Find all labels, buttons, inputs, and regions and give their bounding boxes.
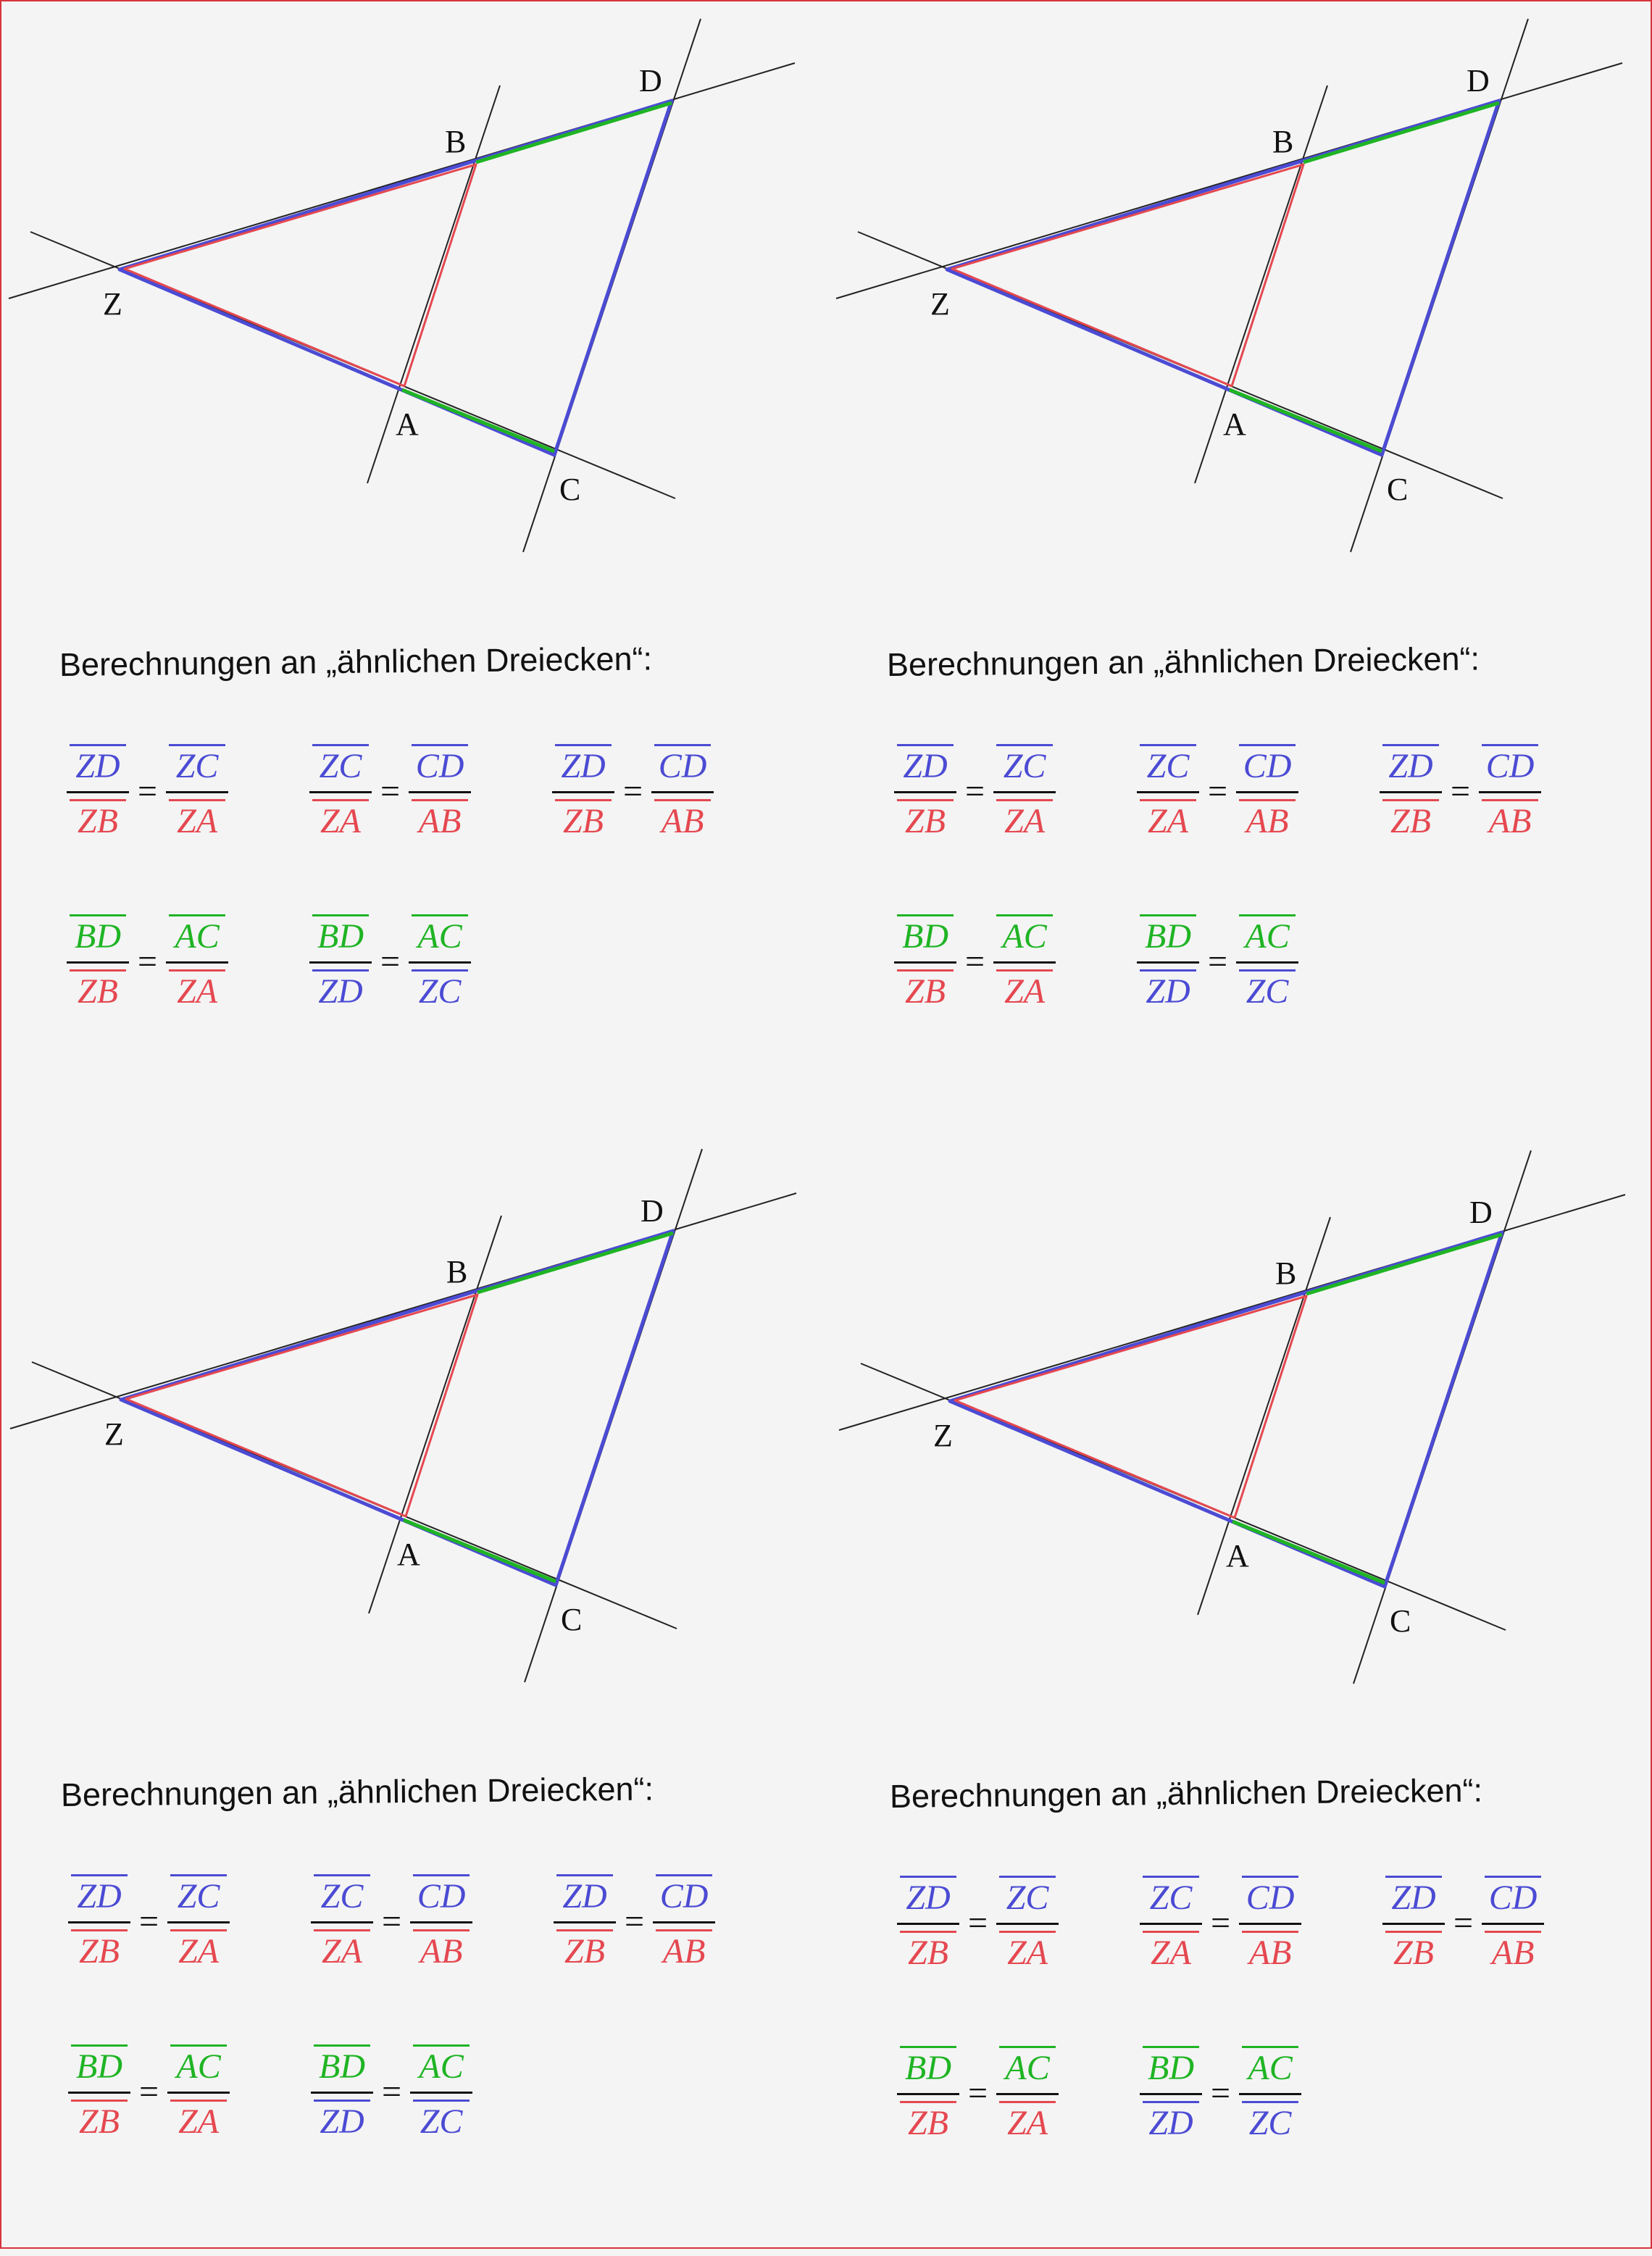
- left-fraction: [1382, 1876, 1445, 1971]
- numerator-segment: AC: [412, 914, 468, 954]
- numerator-segment: ZD: [900, 1876, 956, 1915]
- label-c: C: [1387, 472, 1409, 507]
- equals-sign: =: [380, 772, 401, 811]
- left-fraction: [67, 744, 129, 839]
- equals-sign: =: [139, 2072, 159, 2111]
- proportion-equation: [309, 914, 471, 1009]
- numerator-segment: ZC: [999, 1876, 1056, 1915]
- label-c: C: [559, 472, 581, 507]
- numerator-segment: AC: [413, 2044, 470, 2084]
- denominator-segment: ZB: [71, 2100, 128, 2139]
- fraction-bar: [894, 791, 956, 793]
- worksheet-panel-3: [3, 1132, 829, 2255]
- left-fraction: [311, 2044, 373, 2139]
- left-fraction: [309, 914, 372, 1009]
- denominator-segment: ZB: [897, 799, 954, 839]
- denominator-segment: ZB: [71, 1929, 128, 1969]
- label-c: C: [1390, 1603, 1411, 1639]
- numerator-segment: BD: [314, 2044, 370, 2084]
- fraction-bar: [167, 1921, 230, 1923]
- label-z: Z: [104, 1416, 124, 1452]
- proportion-formulas: [1, 1, 827, 1124]
- right-fraction: [1236, 914, 1298, 1009]
- numerator-segment: CD: [412, 744, 468, 784]
- fraction-bar: [309, 791, 372, 793]
- equals-sign: =: [1211, 2073, 1231, 2113]
- numerator-segment: AC: [1239, 914, 1296, 954]
- proportion-equation: [67, 914, 228, 1009]
- equals-sign: =: [138, 942, 158, 981]
- label-b: B: [445, 124, 467, 159]
- fraction-bar: [67, 791, 129, 793]
- denominator-segment: ZA: [169, 799, 225, 839]
- left-fraction: [894, 744, 956, 839]
- right-fraction: [996, 1876, 1059, 1971]
- fraction-bar: [410, 2092, 472, 2094]
- numerator-segment: ZD: [70, 744, 126, 784]
- denominator-segment: ZA: [170, 2100, 227, 2139]
- proportion-equation: [1137, 914, 1298, 1009]
- label-c: C: [561, 1602, 583, 1637]
- numerator-segment: CD: [1242, 1876, 1298, 1915]
- fraction-bar: [554, 1921, 616, 1923]
- numerator-segment: AC: [996, 914, 1053, 954]
- right-fraction: [166, 914, 228, 1009]
- denominator-segment: ZA: [996, 969, 1053, 1009]
- fraction-bar: [166, 961, 228, 964]
- numerator-segment: ZD: [555, 744, 612, 784]
- left-fraction: [311, 1874, 373, 1969]
- numerator-segment: BD: [900, 2046, 956, 2086]
- fraction-bar: [1239, 1923, 1301, 1925]
- denominator-segment: AB: [413, 1929, 470, 1969]
- fraction-bar: [68, 2092, 130, 2094]
- fraction-bar: [409, 791, 471, 793]
- numerator-segment: BD: [897, 914, 954, 954]
- right-fraction: [1482, 1876, 1544, 1971]
- fraction-bar: [894, 961, 956, 964]
- label-b: B: [1272, 124, 1294, 159]
- denominator-segment: ZC: [413, 2100, 470, 2139]
- section-heading: Berechnungen an „ähnlichen Dreiecken“:: [59, 640, 653, 683]
- fraction-bar: [67, 961, 129, 964]
- label-a: A: [1223, 406, 1246, 442]
- fraction-bar: [311, 1921, 373, 1923]
- denominator-segment: ZB: [555, 799, 612, 839]
- equals-sign: =: [382, 1902, 402, 1941]
- denominator-segment: ZA: [999, 1931, 1056, 1971]
- label-z: Z: [103, 286, 122, 322]
- proportion-equation: [897, 2046, 1059, 2141]
- left-fraction: [68, 2044, 130, 2139]
- denominator-segment: ZA: [314, 1929, 370, 1969]
- denominator-segment: ZA: [999, 2101, 1056, 2141]
- proportion-equation: [1382, 1876, 1544, 1971]
- numerator-segment: AC: [169, 914, 225, 954]
- right-fraction: [167, 1874, 230, 1969]
- equals-sign: =: [138, 772, 158, 811]
- equals-sign: =: [380, 942, 401, 981]
- denominator-segment: AB: [1239, 799, 1296, 839]
- left-fraction: [1137, 744, 1199, 839]
- equals-sign: =: [382, 2072, 402, 2111]
- equals-sign: =: [625, 1902, 645, 1941]
- fraction-bar: [1137, 791, 1199, 793]
- numerator-segment: ZD: [897, 744, 954, 784]
- numerator-segment: BD: [312, 914, 369, 954]
- numerator-segment: CD: [1485, 1876, 1541, 1915]
- denominator-segment: ZD: [312, 969, 369, 1009]
- left-fraction: [1380, 744, 1442, 839]
- fraction-bar: [1482, 1923, 1544, 1925]
- denominator-segment: ZB: [900, 1931, 956, 1971]
- right-fraction: [993, 914, 1056, 1009]
- right-fraction: [1236, 744, 1298, 839]
- numerator-segment: ZC: [314, 1874, 370, 1914]
- numerator-segment: BD: [71, 2044, 128, 2084]
- numerator-segment: ZD: [71, 1874, 128, 1914]
- numerator-segment: CD: [656, 1874, 712, 1914]
- left-fraction: [894, 914, 956, 1009]
- numerator-segment: ZC: [996, 744, 1053, 784]
- numerator-segment: ZC: [169, 744, 225, 784]
- denominator-segment: AB: [1485, 1931, 1541, 1971]
- fraction-bar: [167, 2092, 230, 2094]
- fraction-bar: [309, 961, 372, 964]
- numerator-segment: ZC: [1140, 744, 1196, 784]
- denominator-segment: ZB: [897, 969, 954, 1009]
- label-d: D: [641, 1193, 664, 1229]
- proportion-formulas: [3, 1132, 829, 2255]
- proportion-equation: [894, 744, 1056, 839]
- right-fraction: [409, 914, 471, 1009]
- equals-sign: =: [968, 1903, 988, 1942]
- section-heading: Berechnungen an „ähnlichen Dreiecken“:: [889, 1771, 1483, 1815]
- proportion-equation: [897, 1876, 1059, 1971]
- label-z: Z: [933, 1418, 953, 1453]
- worksheet-panel-1: [1, 1, 827, 1124]
- fraction-bar: [552, 791, 614, 793]
- equals-sign: =: [1208, 942, 1228, 981]
- left-fraction: [897, 2046, 959, 2141]
- equals-sign: =: [1211, 1903, 1231, 1942]
- fraction-bar: [68, 1921, 130, 1923]
- denominator-segment: ZD: [1140, 969, 1196, 1009]
- fraction-bar: [996, 1923, 1059, 1925]
- left-fraction: [1140, 2046, 1202, 2141]
- right-fraction: [166, 744, 228, 839]
- equals-sign: =: [1208, 772, 1228, 811]
- left-fraction: [309, 744, 372, 839]
- fraction-bar: [996, 2093, 1059, 2095]
- fraction-bar: [1140, 2093, 1202, 2095]
- numerator-segment: ZC: [170, 1874, 227, 1914]
- denominator-segment: ZD: [1143, 2101, 1199, 2141]
- left-fraction: [67, 914, 129, 1009]
- equals-sign: =: [968, 2073, 988, 2113]
- numerator-segment: ZC: [312, 744, 369, 784]
- numerator-segment: BD: [1140, 914, 1196, 954]
- label-b: B: [1275, 1256, 1297, 1291]
- fraction-bar: [1479, 791, 1541, 793]
- proportion-formulas: [832, 1133, 1652, 2256]
- proportion-equation: [1140, 1876, 1301, 1971]
- equals-sign: =: [139, 1902, 159, 1941]
- numerator-segment: BD: [1143, 2046, 1199, 2086]
- equals-sign: =: [1453, 1903, 1474, 1942]
- left-fraction: [552, 744, 614, 839]
- left-fraction: [1137, 914, 1199, 1009]
- fraction-bar: [1236, 791, 1298, 793]
- fraction-bar: [993, 961, 1056, 964]
- equals-sign: =: [965, 772, 985, 811]
- numerator-segment: CD: [1239, 744, 1296, 784]
- fraction-bar: [1239, 2093, 1301, 2095]
- fraction-bar: [651, 791, 714, 793]
- proportion-equation: [894, 914, 1056, 1009]
- denominator-segment: ZB: [70, 969, 126, 1009]
- proportion-equation: [311, 1874, 472, 1969]
- proportion-equation: [1140, 2046, 1301, 2141]
- denominator-segment: AB: [412, 799, 468, 839]
- numerator-segment: ZD: [1382, 744, 1439, 784]
- right-fraction: [653, 1874, 715, 1969]
- denominator-segment: ZC: [412, 969, 468, 1009]
- denominator-segment: AB: [656, 1929, 712, 1969]
- denominator-segment: ZB: [1382, 799, 1439, 839]
- numerator-segment: AC: [999, 2046, 1056, 2086]
- right-fraction: [1239, 2046, 1301, 2141]
- denominator-segment: AB: [1482, 799, 1538, 839]
- section-heading: Berechnungen an „ähnlichen Dreiecken“:: [60, 1770, 654, 1813]
- right-fraction: [409, 744, 471, 839]
- left-fraction: [554, 1874, 616, 1969]
- proportion-equation: [552, 744, 714, 839]
- fraction-bar: [1382, 1923, 1445, 1925]
- numerator-segment: CD: [654, 744, 711, 784]
- denominator-segment: AB: [1242, 1931, 1298, 1971]
- label-d: D: [639, 63, 662, 99]
- label-d: D: [1467, 63, 1490, 99]
- label-a: A: [1226, 1538, 1249, 1574]
- fraction-bar: [993, 791, 1056, 793]
- label-d: D: [1469, 1195, 1493, 1230]
- left-fraction: [1140, 1876, 1202, 1971]
- numerator-segment: CD: [1482, 744, 1538, 784]
- denominator-segment: ZB: [1385, 1931, 1442, 1971]
- denominator-segment: ZB: [900, 2101, 956, 2141]
- denominator-segment: ZA: [1143, 1931, 1199, 1971]
- fraction-bar: [897, 1923, 959, 1925]
- denominator-segment: ZA: [996, 799, 1053, 839]
- right-fraction: [410, 2044, 472, 2139]
- proportion-equation: [68, 1874, 230, 1969]
- denominator-segment: AB: [654, 799, 711, 839]
- numerator-segment: CD: [413, 1874, 470, 1914]
- proportion-equation: [1137, 744, 1298, 839]
- proportion-equation: [68, 2044, 230, 2139]
- equals-sign: =: [623, 772, 643, 811]
- label-b: B: [446, 1254, 468, 1290]
- equals-sign: =: [1451, 772, 1471, 811]
- numerator-segment: ZD: [1385, 1876, 1442, 1915]
- proportion-formulas: [829, 1, 1652, 1124]
- denominator-segment: ZB: [70, 799, 126, 839]
- right-fraction: [1479, 744, 1541, 839]
- numerator-segment: ZD: [556, 1874, 613, 1914]
- numerator-segment: AC: [170, 2044, 227, 2084]
- worksheet-panel-4: [832, 1133, 1652, 2256]
- label-a: A: [396, 406, 419, 442]
- right-fraction: [996, 2046, 1059, 2141]
- label-z: Z: [930, 286, 950, 322]
- equals-sign: =: [965, 942, 985, 981]
- section-heading: Berechnungen an „ähnlichen Dreiecken“:: [886, 640, 1480, 683]
- fraction-bar: [653, 1921, 715, 1923]
- label-a: A: [397, 1537, 420, 1572]
- fraction-bar: [410, 1921, 472, 1923]
- numerator-segment: ZC: [1143, 1876, 1199, 1915]
- denominator-segment: ZC: [1242, 2101, 1298, 2141]
- numerator-segment: AC: [1242, 2046, 1298, 2086]
- fraction-bar: [1236, 961, 1298, 964]
- right-fraction: [410, 1874, 472, 1969]
- fraction-bar: [1137, 961, 1199, 964]
- denominator-segment: ZA: [1140, 799, 1196, 839]
- denominator-segment: ZA: [170, 1929, 227, 1969]
- numerator-segment: BD: [70, 914, 126, 954]
- left-fraction: [897, 1876, 959, 1971]
- fraction-bar: [1140, 1923, 1202, 1925]
- proportion-equation: [309, 744, 471, 839]
- fraction-bar: [409, 961, 471, 964]
- right-fraction: [651, 744, 714, 839]
- fraction-bar: [897, 2093, 959, 2095]
- denominator-segment: ZA: [169, 969, 225, 1009]
- worksheet-panel-2: [829, 1, 1652, 1124]
- right-fraction: [993, 744, 1056, 839]
- right-fraction: [1239, 1876, 1301, 1971]
- denominator-segment: ZA: [312, 799, 369, 839]
- fraction-bar: [311, 2092, 373, 2094]
- proportion-equation: [1380, 744, 1541, 839]
- proportion-equation: [554, 1874, 715, 1969]
- denominator-segment: ZB: [556, 1929, 613, 1969]
- proportion-equation: [67, 744, 228, 839]
- fraction-bar: [1380, 791, 1442, 793]
- proportion-equation: [311, 2044, 472, 2139]
- denominator-segment: ZD: [314, 2100, 370, 2139]
- denominator-segment: ZC: [1239, 969, 1296, 1009]
- right-fraction: [167, 2044, 230, 2139]
- left-fraction: [68, 1874, 130, 1969]
- fraction-bar: [166, 791, 228, 793]
